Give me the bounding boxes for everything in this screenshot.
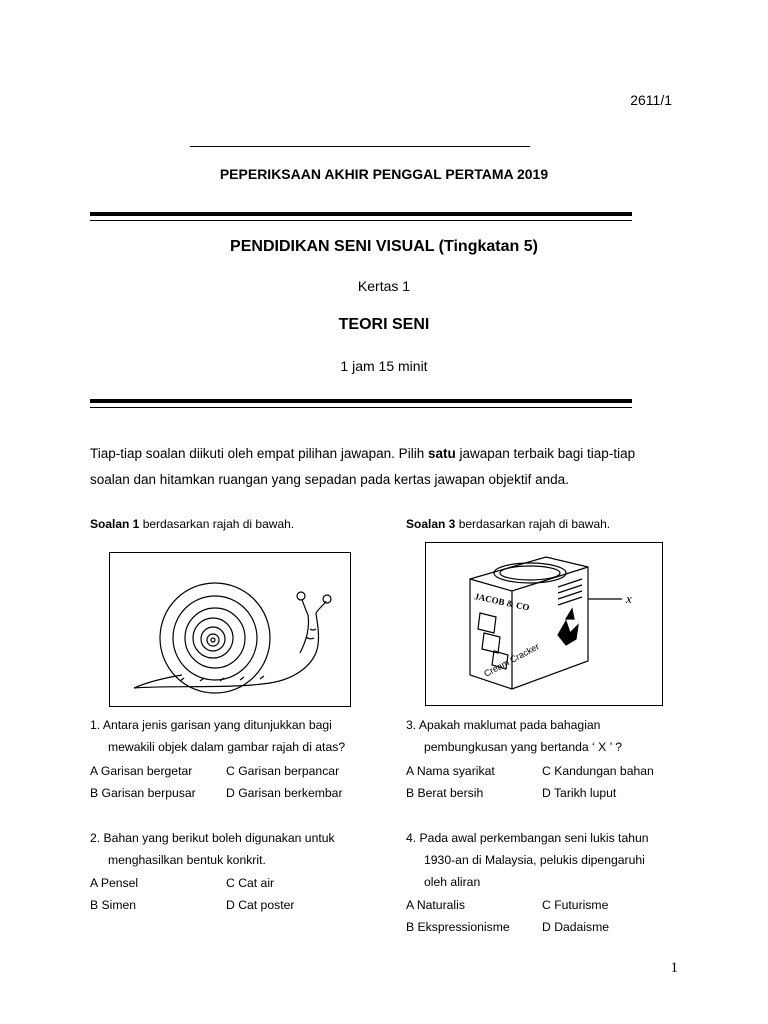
exam-title: PEPERIKSAAN AKHIR PENGGAL PERTAMA 2019 (219, 166, 549, 182)
instructions: Tiap-tiap soalan diikuti oleh empat pilihan jawapan. Pilih satu jawapan terbaik bagi tiap-tiap soalan dan hitamkan ruangan yang sepadan pada kertas jawapan objektif anda. (90, 446, 636, 487)
q4-option-a: A Naturalis (406, 898, 465, 912)
soalan-1-heading: Soalan 1 berdasarkan rajah di bawah. (90, 517, 295, 531)
q2-option-b: B Simen (90, 898, 137, 912)
q3-option-a: A Nama syarikat (406, 764, 495, 778)
q1-option-d: D Garisan berkembar (226, 786, 343, 800)
paper-title: TEORI SENI (338, 316, 430, 333)
snail-illustration (110, 553, 350, 706)
duration: 1 jam 15 minit (340, 358, 428, 374)
q2-option-c: C Cat air (226, 876, 275, 890)
q4-option-b: B Ekspressionisme (406, 920, 510, 934)
biscuit-tin-illustration (426, 543, 662, 705)
q3-option-c: C Kandungan bahan (542, 764, 654, 778)
q2-option-a: A Pensel (90, 876, 139, 890)
q1-option-b: B Garisan berpusar (90, 786, 196, 800)
q1-option-c: C Garisan berpancar (226, 764, 340, 778)
top-rule (190, 146, 530, 147)
q4-option-d: D Dadaisme (542, 920, 610, 934)
soalan-3-heading: Soalan 3 berdasarkan rajah di bawah. (406, 517, 611, 531)
q3-option-d: D Tarikh luput (542, 786, 617, 800)
q2-option-d: D Cat poster (226, 898, 295, 912)
paper-code: 2611/1 (630, 92, 672, 108)
q4-option-c: C Futurisme (542, 898, 609, 912)
tin-brand-text: JACOB & CO (473, 591, 531, 613)
question-1: 1. Antara jenis garisan yang ditunjukkan bagi mewakili objek dalam gambar rajah di atas? (90, 718, 346, 754)
question-4: 4. Pada awal perkembangan seni lukis tahun 1930-an di Malaysia, pelukis dipengaruhi oleh aliran (406, 831, 649, 889)
snail-figure (109, 552, 351, 707)
double-rule-top (90, 212, 632, 221)
question-3: 3. Apakah maklumat pada bahagian pembungkusan yang bertanda ‘ X ’ ? (406, 718, 623, 754)
subject-title: PENDIDIKAN SENI VISUAL (Tingkatan 5) (230, 238, 538, 255)
label-x: x (626, 591, 632, 606)
q3-option-b: B Berat bersih (406, 786, 484, 800)
question-2: 2. Bahan yang berikut boleh digunakan untuk menghasilkan bentuk konkrit. (90, 831, 335, 867)
tin-product-text: Cream Cracker (482, 641, 541, 679)
double-rule-bottom (90, 399, 632, 408)
q1-option-a: A Garisan bergetar (90, 764, 193, 778)
page-number: 1 (670, 960, 678, 976)
biscuit-tin-figure (425, 542, 663, 706)
paper-label: Kertas 1 (357, 278, 411, 294)
